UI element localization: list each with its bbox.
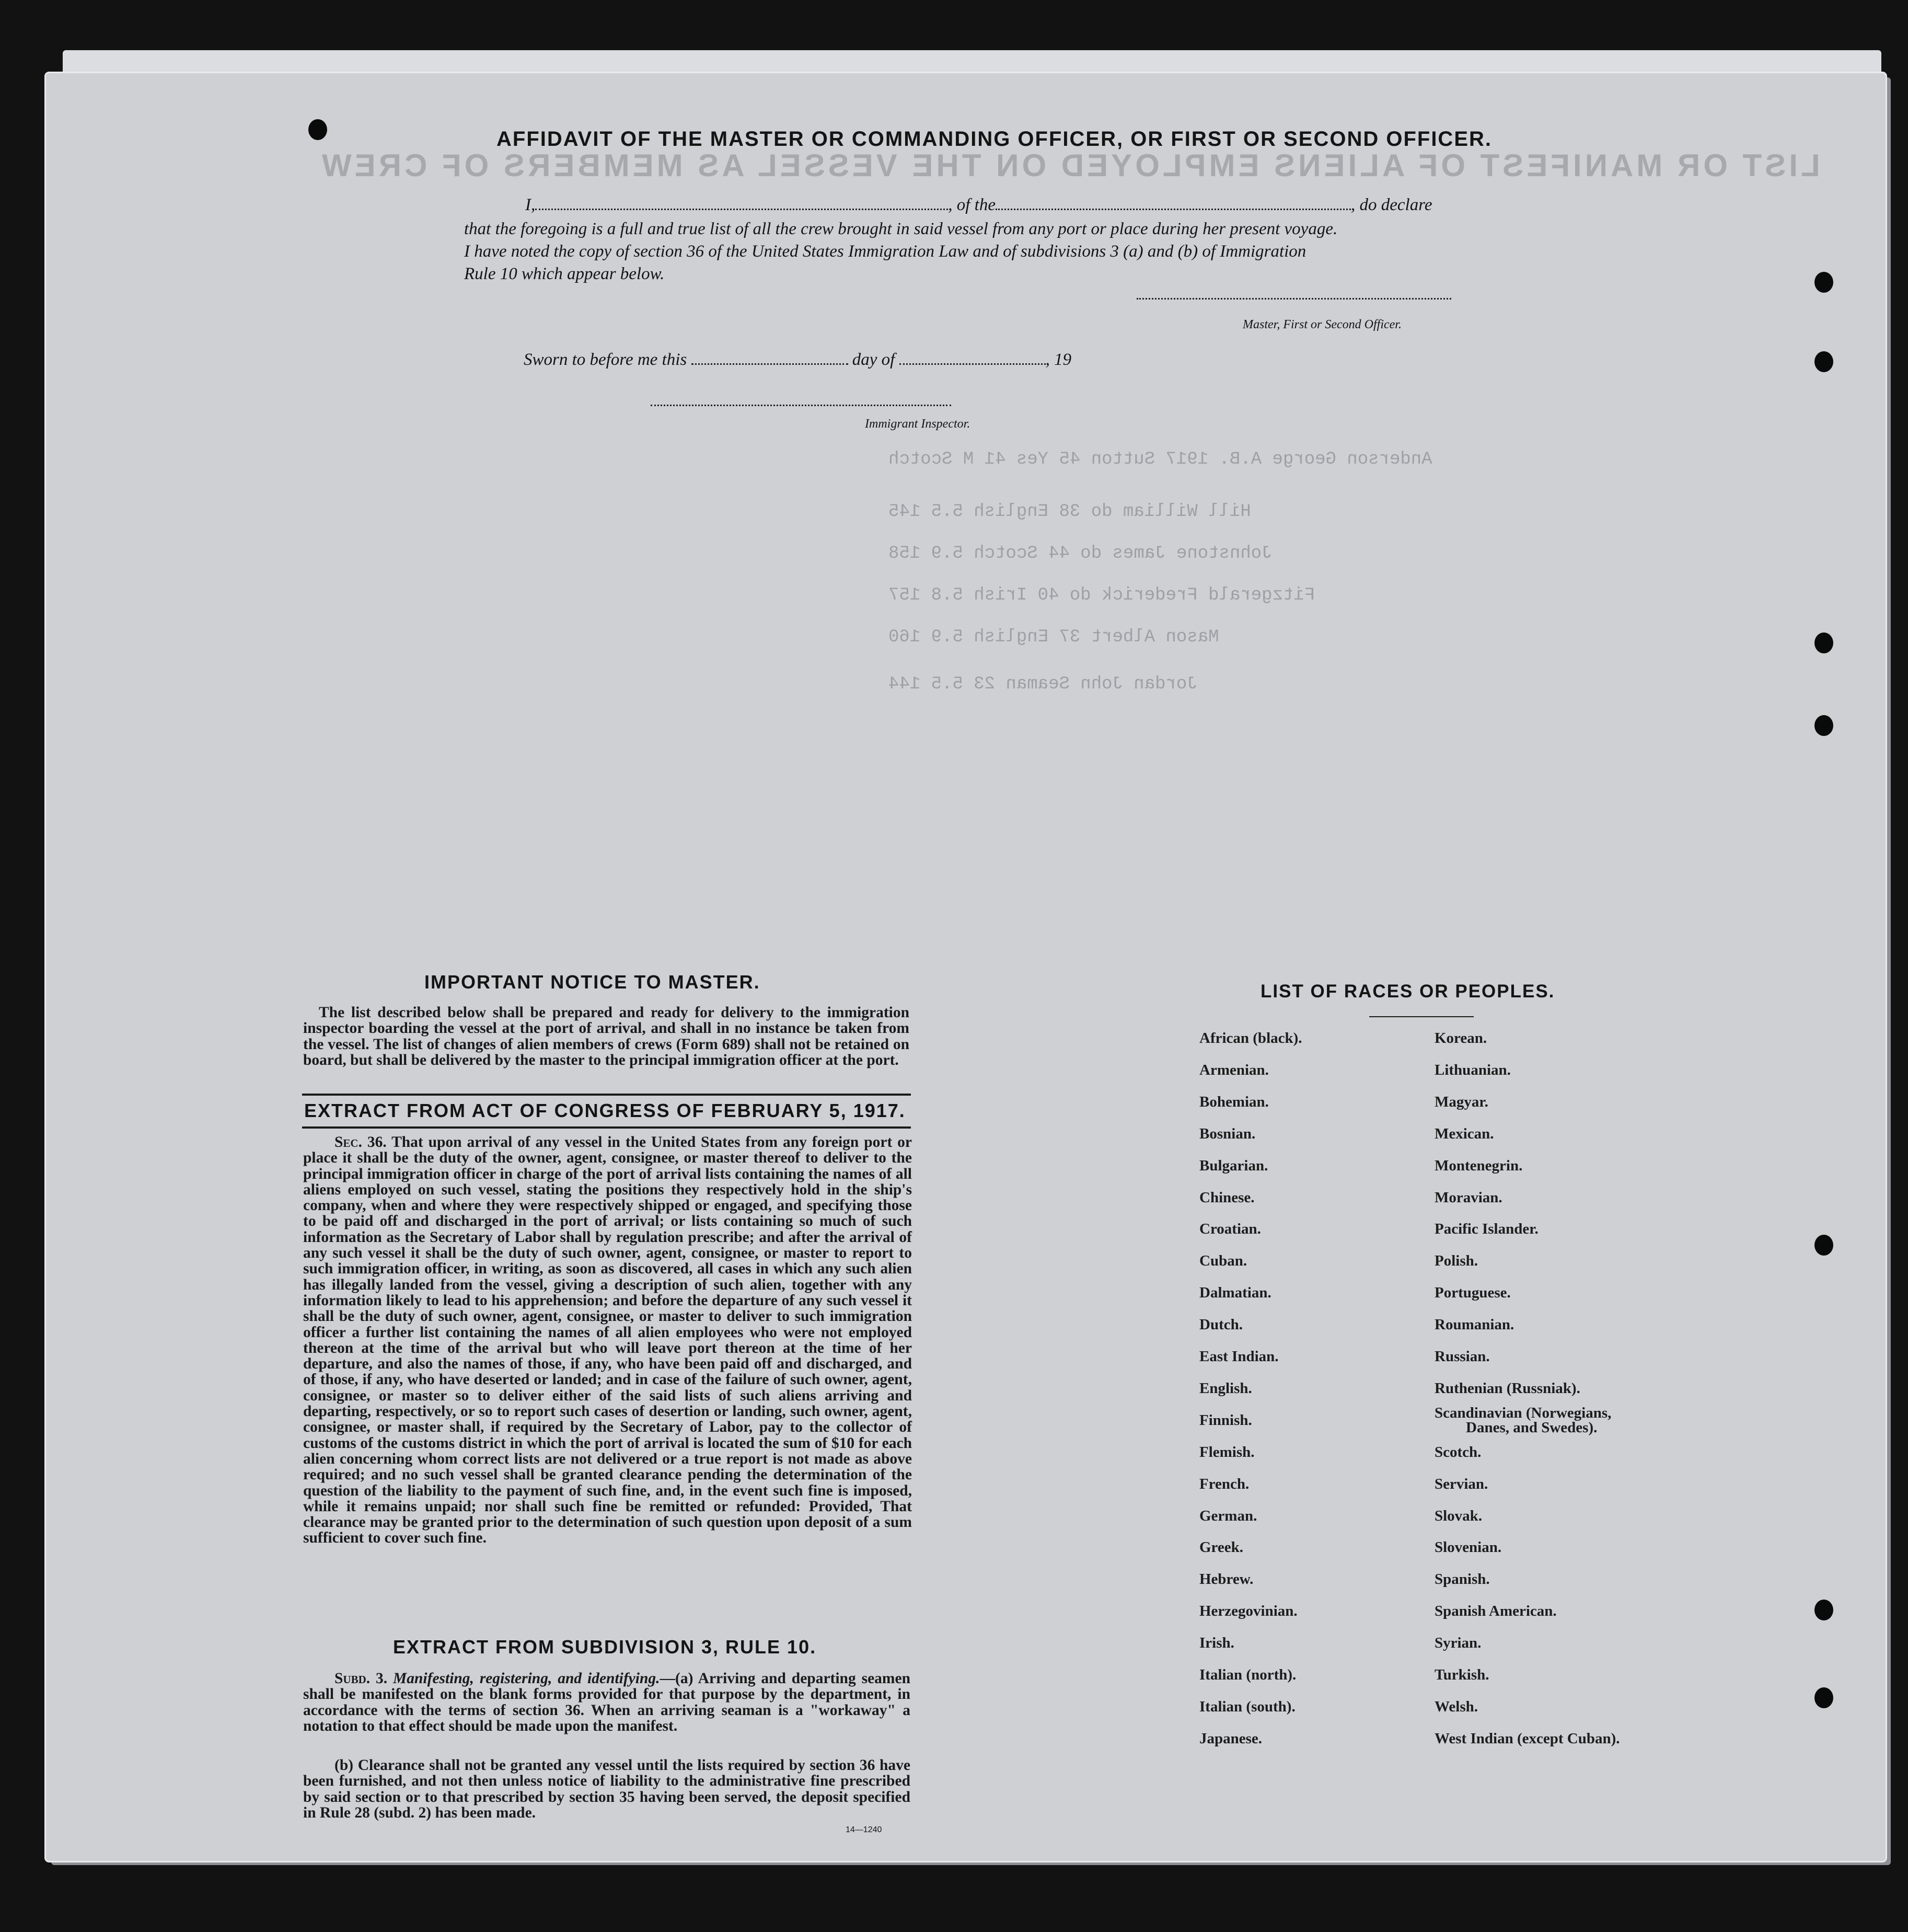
- day-of-label: day of: [852, 350, 895, 369]
- race-item: Italian (north).: [1199, 1666, 1297, 1683]
- race-item: Mexican.: [1435, 1125, 1494, 1142]
- race-item: Herzegovinian.: [1199, 1603, 1298, 1620]
- affidavit-title: AFFIDAVIT OF THE MASTER OR COMMANDING OFFICER, OR FIRST OR SECOND OFFICER.: [496, 128, 1492, 151]
- race-item: Portuguese.: [1435, 1284, 1511, 1302]
- subdivision-a-body: —(a) Arriving and departing seamen shall be manifested on the blank forms provided for that purpose by the department, in accordance with the terms of section 36. When an arriving seaman is a "workaway" a notation to that effect should be made upon the manifest.: [303, 1670, 911, 1734]
- race-item: Chinese.: [1199, 1189, 1255, 1206]
- affidavit-line-2: that the foregoing is a full and true list of all the crew brought in said vessel from any port or place during her present voyage.: [464, 220, 1338, 238]
- bleed-through-text: Johnstone James do 44 Scotch 5.9 158: [888, 544, 1273, 564]
- race-item: Korean.: [1435, 1030, 1487, 1046]
- race-item: Cuban.: [1199, 1252, 1247, 1270]
- punch-hole: [1814, 1687, 1833, 1708]
- punch-hole: [1814, 351, 1833, 372]
- bleed-through-text: Anderson George A.B. 1917 Sutton 45 Yes 41 M Scotch: [888, 450, 1432, 469]
- race-item: Welsh.: [1435, 1698, 1478, 1715]
- race-item: Bulgarian.: [1199, 1157, 1268, 1174]
- vessel-blank[interactable]: [996, 209, 1351, 210]
- race-item: Spanish.: [1435, 1571, 1490, 1588]
- race-item: German.: [1199, 1507, 1257, 1524]
- inspector-signature-label: Immigrant Inspector.: [865, 417, 970, 431]
- race-item: Flemish.: [1199, 1443, 1255, 1460]
- bleed-through-text: Hill William do 38 English 5.5 145: [888, 502, 1251, 522]
- form-number: 14—1240: [846, 1825, 882, 1834]
- divider: [302, 1126, 911, 1129]
- race-item: Scandinavian (Norwegians,: [1435, 1404, 1612, 1421]
- race-item: Dalmatian.: [1199, 1284, 1271, 1302]
- race-item: African (black).: [1199, 1030, 1302, 1046]
- race-item: Scotch.: [1435, 1443, 1482, 1460]
- race-item: Lithuanian.: [1435, 1061, 1511, 1078]
- punch-hole: [1814, 632, 1833, 653]
- act-body: [303, 1134, 912, 1546]
- race-item: East Indian.: [1199, 1348, 1279, 1365]
- affidavit-line-4: Rule 10 which appear below.: [464, 264, 665, 283]
- affidavit-declare-label: , do declare: [1350, 196, 1432, 214]
- races-heading-underline: [1369, 1016, 1474, 1017]
- race-item: West Indian (except Cuban).: [1435, 1730, 1620, 1747]
- affidavit-line-3: I have noted the copy of section 36 of the United States Immigration Law and of subdivisions 3 (a) and (b) of Immigration: [464, 242, 1306, 261]
- name-blank[interactable]: [535, 209, 948, 210]
- affidavit-i-label: I,: [525, 196, 536, 214]
- race-item: Russian.: [1435, 1348, 1490, 1365]
- manifest-page: [46, 73, 1886, 1861]
- affidavit-of-label: , of the: [948, 196, 996, 214]
- race-item: Pacific Islander.: [1435, 1221, 1539, 1238]
- year-label: , 19: [1045, 350, 1072, 369]
- affidavit-line-1: [525, 196, 1432, 215]
- master-signature-line[interactable]: [1137, 298, 1451, 300]
- race-item: Finnish.: [1199, 1411, 1252, 1429]
- race-item: Irish.: [1199, 1635, 1234, 1652]
- race-item: Croatian.: [1199, 1221, 1261, 1238]
- subdivision-label: Subd. 3.: [334, 1670, 388, 1687]
- race-item: Moravian.: [1435, 1189, 1502, 1206]
- race-item: English.: [1199, 1379, 1252, 1397]
- act-heading: EXTRACT FROM ACT OF CONGRESS OF FEBRUARY 5, 1917.: [304, 1100, 906, 1121]
- race-item: Bohemian.: [1199, 1093, 1269, 1110]
- subdivision-a-text: [303, 1671, 910, 1734]
- punch-hole: [308, 119, 327, 140]
- notice-heading: IMPORTANT NOTICE TO MASTER.: [424, 971, 760, 993]
- race-item: Montenegrin.: [1435, 1157, 1523, 1174]
- subdivision-title: Manifesting, registering, and identifying.: [393, 1670, 660, 1687]
- punch-hole: [1814, 272, 1833, 293]
- punch-hole: [1814, 1235, 1833, 1256]
- divider: [302, 1094, 911, 1096]
- sworn-line: [524, 350, 1071, 370]
- race-item: Polish.: [1435, 1252, 1478, 1270]
- race-item: Spanish American.: [1435, 1603, 1557, 1620]
- race-item: Turkish.: [1435, 1666, 1489, 1683]
- race-item: Japanese.: [1199, 1730, 1263, 1747]
- bleed-through-text: Fitzgerald Frederick do 40 Irish 5.8 157: [888, 585, 1315, 605]
- bleed-through-title: LIST OR MANIFEST OF ALIENS EMPLOYED ON THE VESSEL AS MEMBERS OF CREW: [319, 148, 1820, 183]
- section-label: Sec. 36.: [334, 1134, 387, 1151]
- race-item: Hebrew.: [1199, 1571, 1254, 1588]
- race-item: Ruthenian (Russniak).: [1435, 1379, 1580, 1397]
- race-item: Slovenian.: [1435, 1539, 1502, 1556]
- race-item: Italian (south).: [1199, 1698, 1296, 1715]
- master-signature-label: Master, First or Second Officer.: [1243, 318, 1402, 331]
- section-36-text: That upon arrival of any vessel in the United States from any foreign port or place it shall be the duty of the owner, agent, consignee, or master thereof to deliver to the principal immigration officer in charge of the port of arrival lists containing the names of all aliens employed on such vessel, stating the positions they respectively hold in the ship's company, when and where they were respectively shipped or engaged, and specifying those to be paid off and discharged in the port of arrival; or lists containing so much of such information as the Secretary of Labor shall by regulation prescribe; and after the arrival of any such vessel it shall be the duty of such owner, agent, consignee, or master to report to such immigration officer, in writing, as soon as discovered, all cases in which any such alien has illegally landed from the vessel, giving a description of such alien, together with any information likely to lead to his apprehension; and before the departure of any such vessel it shall be the duty of such owner, agent, consignee, or master to deliver to such immigration officer a further list containing the names of all alien employees who were not employed thereon at the time of the arrival but who will leave port thereon at the time of her departure, and also the names of those, if any, who have been paid off and discharged, and of those, if any, who have deserted or landed; and in case of the failure of such owner, agent, consignee, or master so to deliver either of the said lists of such aliens arriving and departing, respectively, or so to report such cases of desertion or landing, such owner, agent, consignee, or master shall, if required by the Secretary of Labor, pay to the collector of customs of the customs district in which the port of arrival is located the sum of $10 for each alien concerning whom correct lists are not delivered or a true report is not made as above required; and no such vessel shall be granted clearance pending the determination of the question of the liability to the payment of such fine, and, in the event such fine is imposed, while it remains unpaid; nor shall such fine be remitted or refunded: Provided, That clearance may be granted prior to the determination of such question upon deposit of a sum sufficient to cover such fine.: [303, 1134, 912, 1547]
- race-item: Slovak.: [1435, 1507, 1483, 1524]
- subdivision-b-text: (b) Clearance shall not be granted any vessel until the lists required by section 36 have been furnished, and not then unless notice of liability to the administrative fine prescribed by said section or to that prescribed by section 35 having been served, the deposit specified in Rule 28 (subd. 2) has been made.: [303, 1757, 910, 1821]
- race-item: Servian.: [1435, 1475, 1488, 1492]
- races-heading: LIST OF RACES OR PEOPLES.: [1261, 981, 1555, 1002]
- race-item: Dutch.: [1199, 1316, 1243, 1333]
- inspector-signature-line[interactable]: [651, 405, 951, 406]
- punch-hole: [1814, 1600, 1833, 1620]
- race-item: Danes, and Swedes).: [1466, 1419, 1598, 1436]
- notice-body: The list described below shall be prepared and ready for delivery to the immigration inspector boarding the vessel at the port of arrival, and shall in no instance be taken from the vessel. The list of changes of alien members of crews (Form 689) shall not be retained on board, but shall be delivered by the master to the principal immigration officer at the port.: [303, 1004, 909, 1068]
- day-blank[interactable]: [691, 363, 848, 365]
- rule-heading: EXTRACT FROM SUBDIVISION 3, RULE 10.: [393, 1636, 817, 1658]
- race-item: Greek.: [1199, 1539, 1244, 1556]
- race-item: French.: [1199, 1475, 1250, 1492]
- bleed-through-text: Jordan John Seaman 23 5.5 144: [888, 674, 1198, 694]
- race-item: Syrian.: [1435, 1635, 1482, 1652]
- race-item: Armenian.: [1199, 1061, 1269, 1078]
- bleed-through-text: Mason Albert 37 English 5.9 160: [888, 627, 1219, 647]
- race-item: Roumanian.: [1435, 1316, 1514, 1333]
- race-item: Magyar.: [1435, 1093, 1488, 1110]
- sworn-label: Sworn to before me this: [524, 350, 687, 369]
- race-item: Bosnian.: [1199, 1125, 1256, 1142]
- month-blank[interactable]: [899, 363, 1046, 365]
- punch-hole: [1814, 715, 1833, 736]
